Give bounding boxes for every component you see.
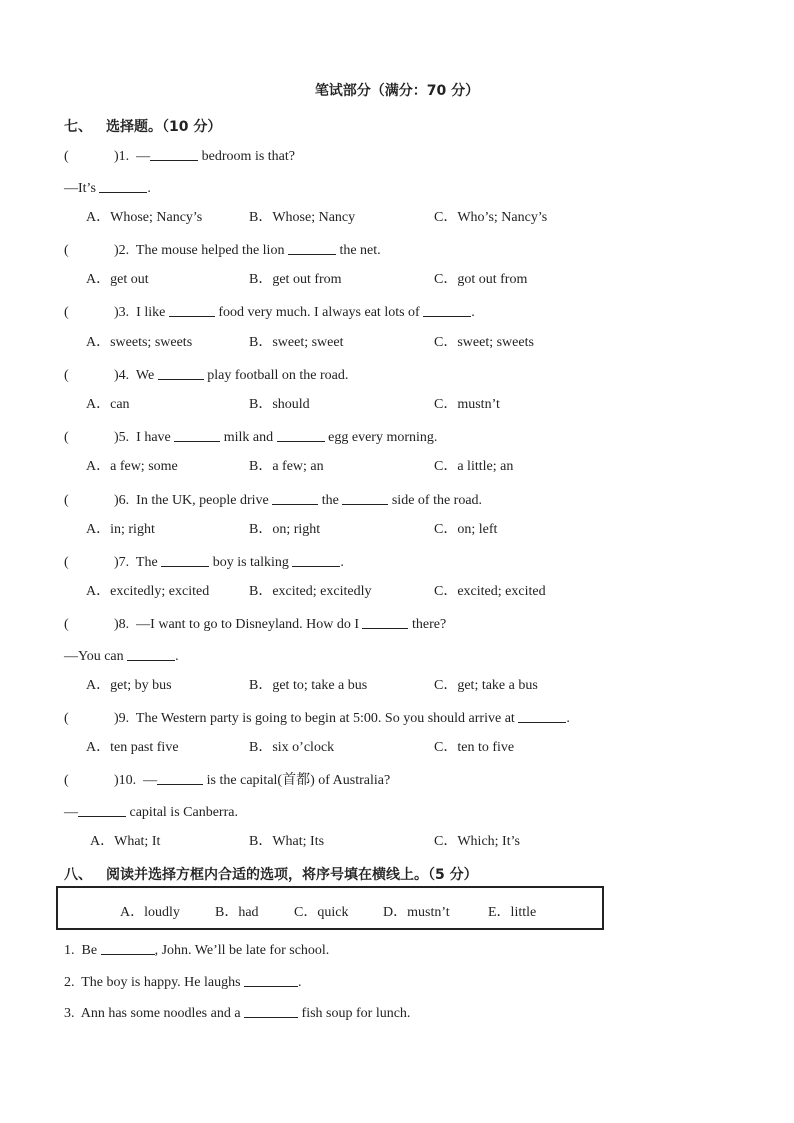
answer-blank[interactable] (288, 240, 336, 255)
question-8: ( )8. —I want to go to Disneyland. How do I there? (64, 614, 446, 634)
answer-blank[interactable] (174, 427, 220, 442)
answer-blank[interactable] (158, 365, 204, 380)
option-a: A．can (86, 397, 130, 412)
section-8-title: 阅读并选择方框内合适的选项，将序号填在横线上。（5 分） (106, 867, 478, 883)
option-a: A．sweets; sweets (86, 335, 193, 350)
word-option-d: D．mustn’t (383, 905, 450, 920)
word-option-e: E．little (488, 905, 537, 920)
answer-blank[interactable] (161, 552, 209, 567)
word-option-b: B．had (215, 905, 259, 920)
answer-blank[interactable] (518, 708, 566, 723)
option-a: A．get; by bus (86, 678, 172, 693)
option-b: B．should (249, 397, 310, 412)
question-5: ( )5. I have milk and egg every morning. (64, 427, 437, 447)
word-bank-box (56, 886, 604, 930)
question-10: ( )10. — is the capital(首都) of Australia? (64, 770, 390, 790)
question-7: ( )7. The boy is talking . (64, 552, 344, 572)
answer-blank[interactable] (342, 490, 388, 505)
answer-blank[interactable] (423, 302, 471, 317)
option-c: C．a little; an (434, 459, 514, 474)
option-b: B．get to; take a bus (249, 678, 368, 693)
fill-item-3: 3. Ann has some noodles and a fish soup for lunch. (64, 1003, 410, 1023)
section-8-number: 八、 (64, 867, 92, 883)
answer-blank[interactable] (78, 802, 126, 817)
question-1: ( )1. — bedroom is that? (64, 146, 295, 166)
answer-blank[interactable] (127, 646, 175, 661)
word-option-a: A．loudly (120, 905, 180, 920)
question-1-answer-line: —It’s . (64, 178, 151, 198)
option-a: A．What; It (90, 834, 161, 849)
question-9: ( )9. The Western party is going to begin at 5:00. So you should arrive at . (64, 708, 570, 728)
fill-item-1: 1. Be , John. We’ll be late for school. (64, 940, 329, 960)
option-a: A．a few; some (86, 459, 178, 474)
option-c: C．sweet; sweets (434, 335, 534, 350)
question-8-answer-line: —You can . (64, 646, 179, 666)
option-b: B．Whose; Nancy (249, 210, 356, 225)
answer-blank[interactable] (150, 146, 198, 161)
option-c: C．got out from (434, 272, 528, 287)
answer-blank[interactable] (169, 302, 215, 317)
option-b: B．six o’clock (249, 740, 335, 755)
option-c: C．mustn’t (434, 397, 500, 412)
section-7-heading (64, 116, 221, 136)
answer-blank[interactable] (244, 1003, 298, 1018)
option-a: A．ten past five (86, 740, 179, 755)
option-c: C．on; left (434, 522, 498, 537)
option-a: A．excitedly; excited (86, 584, 210, 599)
question-6: ( )6. In the UK, people drive the side of the road. (64, 490, 482, 510)
question-10-answer-line: — capital is Canberra. (64, 802, 238, 822)
option-c: C．Which; It’s (434, 834, 520, 849)
option-c: C．ten to five (434, 740, 515, 755)
answer-blank[interactable] (101, 940, 155, 955)
page-title: 笔试部分（满分：70 分） (314, 83, 480, 99)
fill-item-2: 2. The boy is happy. He laughs . (64, 972, 302, 992)
answer-blank[interactable] (272, 490, 318, 505)
answer-blank[interactable] (244, 972, 298, 987)
section-7-title: 选择题。（10 分） (106, 119, 222, 135)
option-c: C．Who’s; Nancy’s (434, 210, 548, 225)
option-b: B．excited; excitedly (249, 584, 372, 599)
option-b: B．on; right (249, 522, 321, 537)
option-b: B．sweet; sweet (249, 335, 344, 350)
word-option-c: C．quick (294, 905, 349, 920)
option-b: B．a few; an (249, 459, 324, 474)
option-c: C．get; take a bus (434, 678, 538, 693)
option-b: B．get out from (249, 272, 342, 287)
option-b: B．What; Its (249, 834, 325, 849)
answer-blank[interactable] (362, 614, 408, 629)
option-a: A．in; right (86, 522, 155, 537)
option-a: A．Whose; Nancy’s (86, 210, 203, 225)
section-8-heading (64, 864, 478, 884)
answer-blank[interactable] (292, 552, 340, 567)
question-2: ( )2. The mouse helped the lion the net. (64, 240, 381, 260)
option-c: C．excited; excited (434, 584, 546, 599)
answer-blank[interactable] (157, 770, 203, 785)
question-4: ( )4. We play football on the road. (64, 365, 348, 385)
option-a: A．get out (86, 272, 149, 287)
question-3: ( )3. I like food very much. I always eat lots of . (64, 302, 475, 322)
answer-blank[interactable] (277, 427, 325, 442)
section-7-number: 七、 (64, 119, 92, 135)
answer-blank[interactable] (99, 178, 147, 193)
